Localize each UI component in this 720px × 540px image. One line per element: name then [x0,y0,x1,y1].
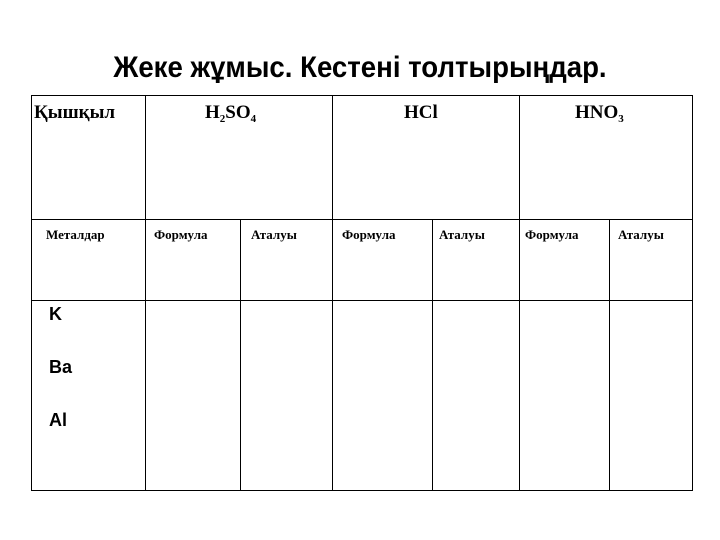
subheader-metals: Металдар [46,227,105,242]
subheader-name: Аталуы [618,227,664,242]
subheader-name: Аталуы [251,227,297,242]
table-col-divider [519,95,520,491]
header-acid-hno3: $HNO_3$ [575,102,624,125]
header-acid-hcl: HCl [404,102,438,123]
table-row-divider-header [31,219,693,220]
table-col-divider [332,95,333,491]
table-col-divider-sub [432,219,433,491]
metal-item: Ba [49,357,73,377]
subheader-formula: Формула [342,227,396,242]
table-col-divider-sub [609,219,610,491]
metal-item: Al [49,410,67,430]
page-title: Жеке жұмыс. Кестені толтырыңдар. [113,51,607,84]
subheader-formula: Формула [154,227,208,242]
subheader-formula: Формула [525,227,579,242]
header-acid-h2so4: $H_2SO_4$ [205,102,257,125]
table-row-divider-subheader [31,300,693,301]
metal-item: K [49,304,62,324]
table-col-divider-sub [240,219,241,491]
table-col-divider [145,95,146,491]
subheader-name: Аталуы [439,227,485,242]
table-frame [31,95,693,491]
header-acid-label: Қышқыл [34,102,116,123]
